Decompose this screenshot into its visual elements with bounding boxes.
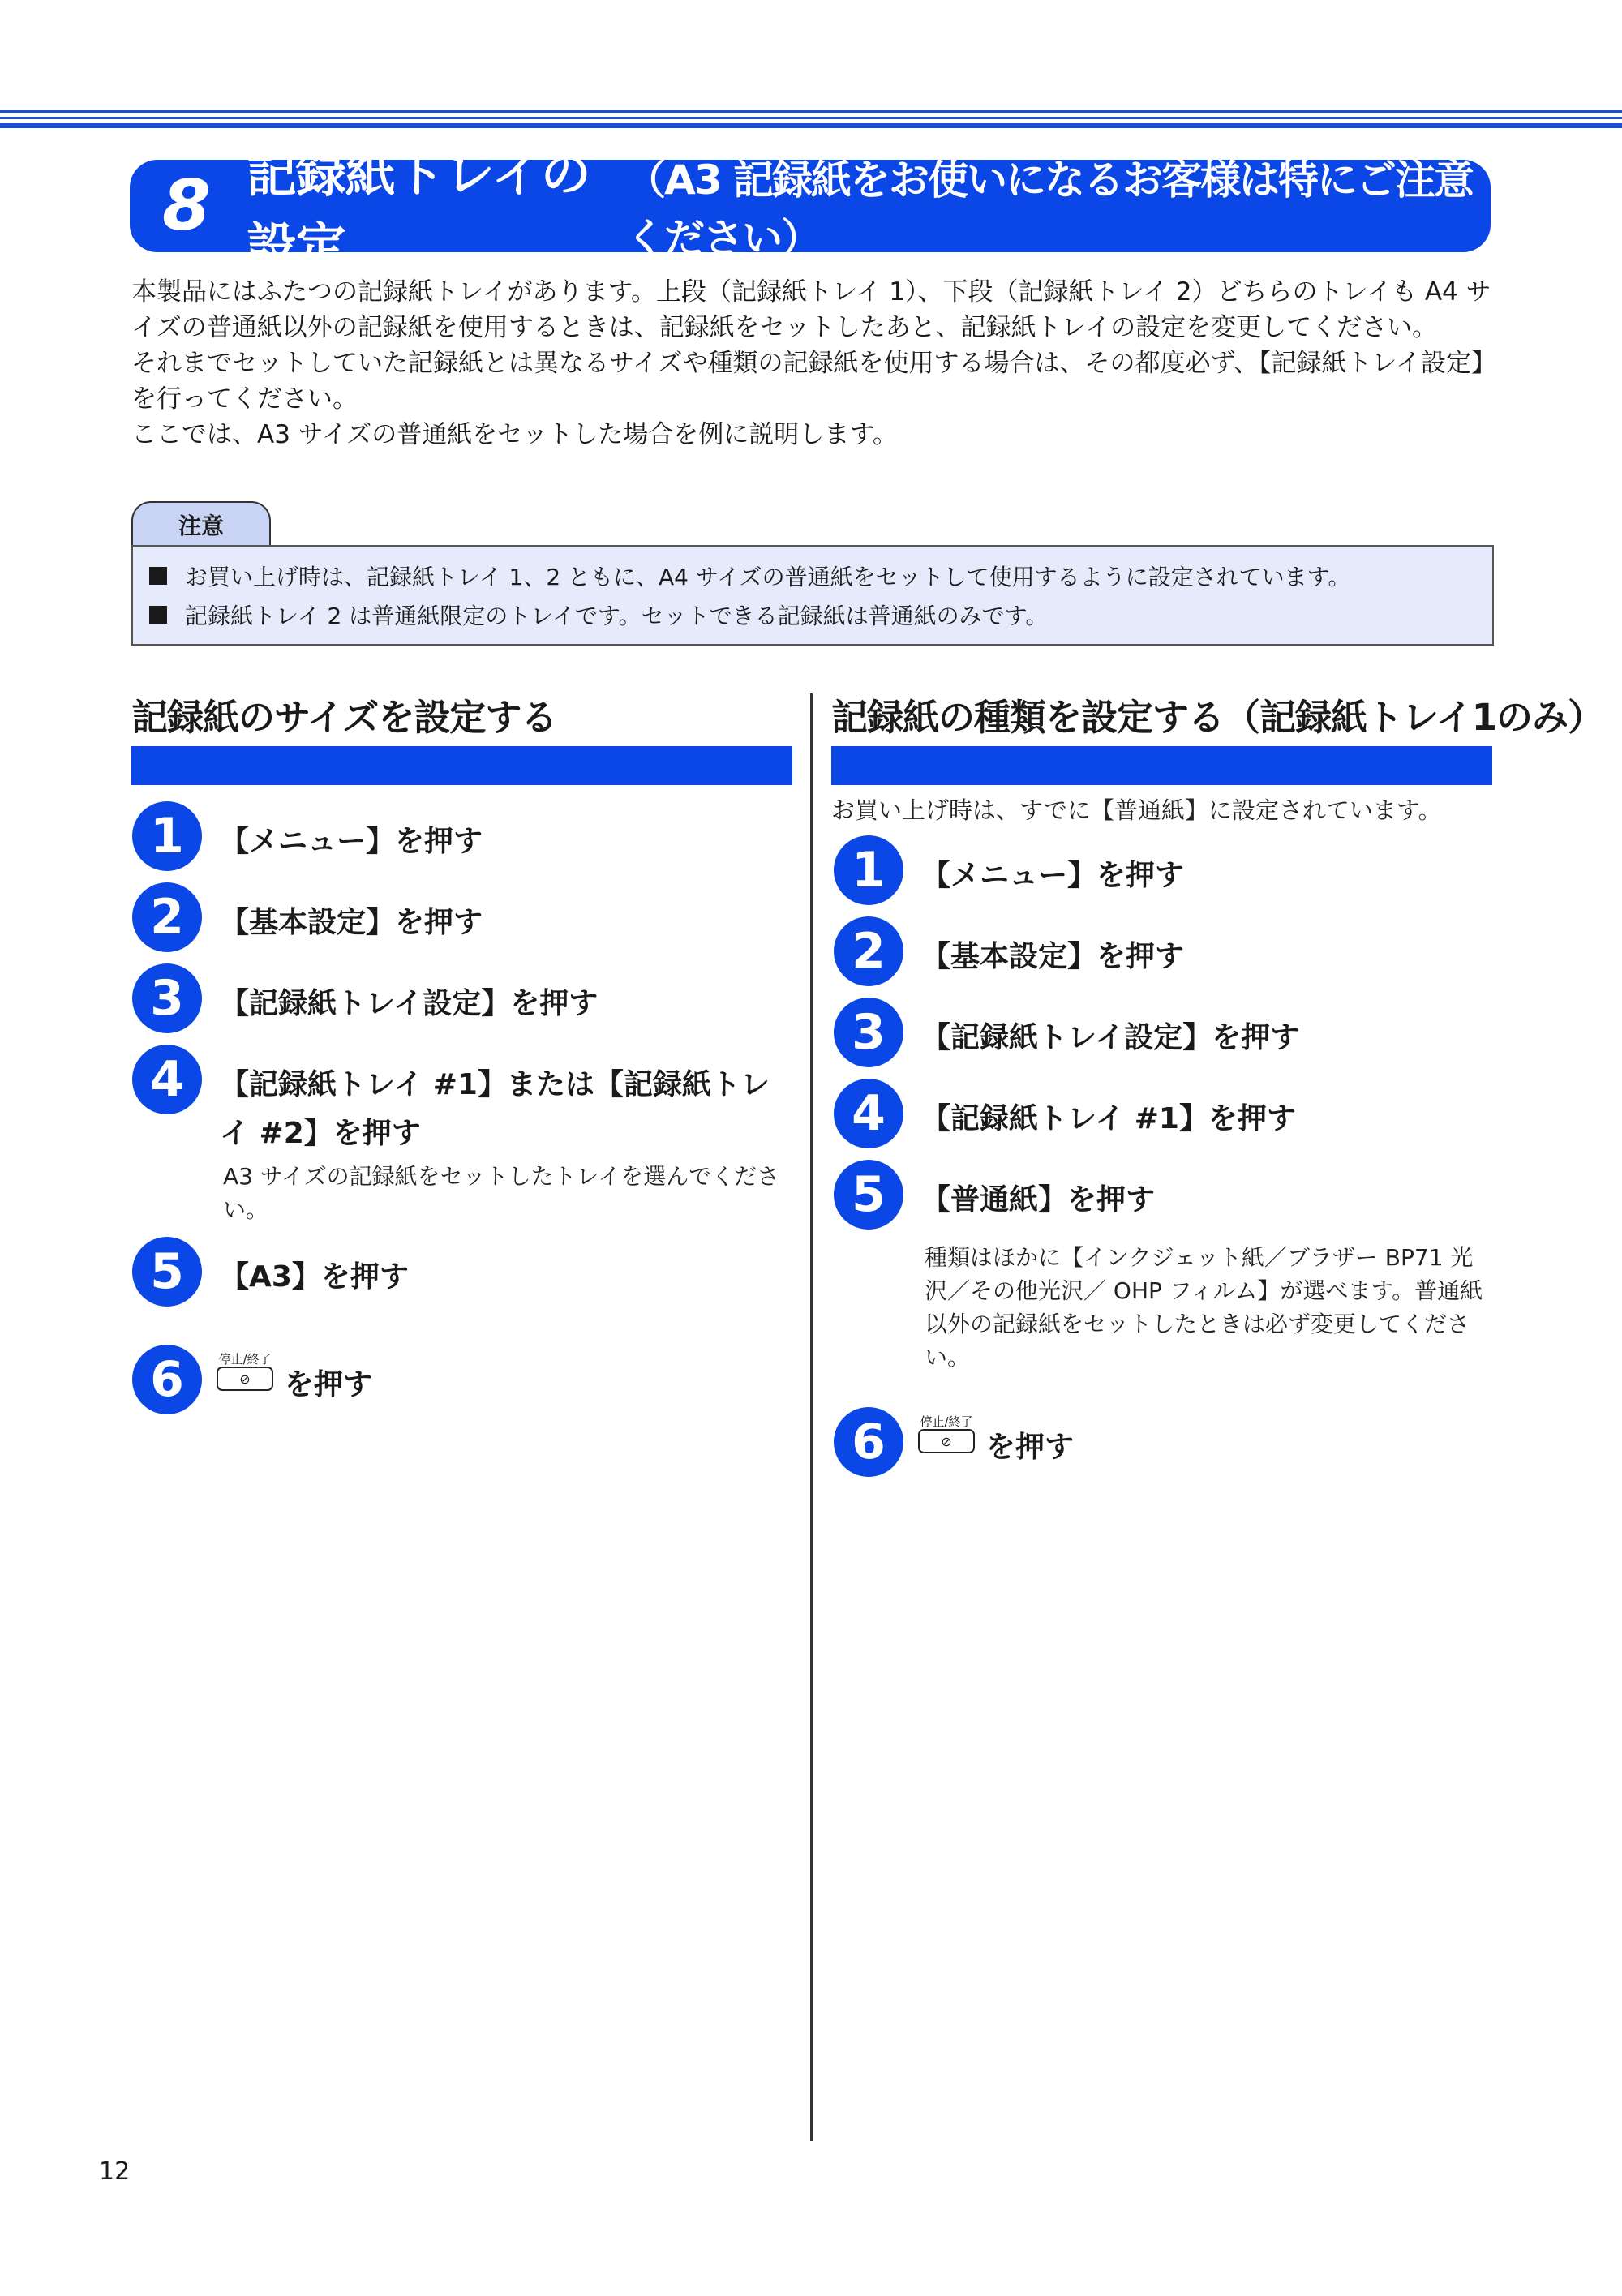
stop-key-caption: 停止/終了 <box>218 1352 272 1367</box>
step-number-badge: 2 <box>834 916 903 986</box>
section-title: 記録紙トレイの設定 <box>246 144 590 276</box>
right-section-bar <box>831 746 1492 785</box>
section-title-bar <box>130 144 1491 276</box>
step-number-badge: 1 <box>132 801 202 871</box>
step-label: 【メニュー】を押す <box>220 825 483 858</box>
step-number-badge: 3 <box>834 998 903 1067</box>
caution-item <box>149 595 1476 634</box>
right-step-4 <box>834 1079 1296 1148</box>
intro-paragraph: それまでセットしていた記録紙とは異なるサイズや種類の記録紙を使用する場合は、その都度必ず、【記録紙トレイ設定】を行ってください。 <box>131 349 1484 414</box>
right-section-intro: お買い上げ時は、すでに【普通紙】に設定されています。 <box>831 796 1442 824</box>
left-step-5 <box>132 1237 409 1307</box>
left-step-4 <box>132 1045 787 1158</box>
step-number-badge: 4 <box>834 1079 903 1148</box>
step-note: 種類はほかに【インクジェット紙／ブラザー BP71 光沢／その他光沢／ OHP フィルム】が選べます。普通紙以外の記録紙をセットしたときは必ず変更してください。 <box>925 1244 1483 1371</box>
step-number-badge: 5 <box>132 1237 202 1307</box>
left-step-1 <box>132 801 483 871</box>
left-step-6 <box>132 1345 372 1414</box>
column-divider <box>810 693 813 2141</box>
right-section-title: 記録紙の種類を設定する（記録紙トレイ1のみ） <box>831 696 1604 739</box>
step-label: 【記録紙トレイ #1】を押す <box>921 1102 1296 1135</box>
step-note: A3 サイズの記録紙をセットしたトレイを選んでください。 <box>223 1163 780 1223</box>
step-label: 【基本設定】を押す <box>220 906 483 939</box>
left-section-bar <box>131 746 792 785</box>
step-number-badge: 6 <box>132 1345 202 1414</box>
step-label: を押す <box>986 1431 1075 1464</box>
left-step-3 <box>132 963 598 1033</box>
stop-key-caption: 停止/終了 <box>920 1414 973 1429</box>
step-label: 【基本設定】を押す <box>921 940 1185 973</box>
step-number-badge: 4 <box>132 1045 202 1114</box>
caution-item <box>149 556 1476 595</box>
page-number: 12 <box>99 2157 131 2186</box>
right-step-1 <box>834 835 1184 905</box>
bullet-square-icon <box>149 567 167 585</box>
step-label: 【記録紙トレイ設定】を押す <box>921 1021 1300 1054</box>
left-section-title: 記録紙のサイズを設定する <box>131 696 557 739</box>
bullet-square-icon <box>149 606 167 624</box>
header-rule <box>0 110 1622 113</box>
step-label: 【メニュー】を押す <box>921 859 1185 892</box>
step-number-badge: 6 <box>834 1407 903 1477</box>
intro-paragraph: 本製品にはふたつの記録紙トレイがあります。上段（記録紙トレイ 1）、下段（記録紙トレイ 2）どちらのトレイも A4 サイズの普通紙以外の記録紙を使用するときは、記録紙をセットしたあと、記録紙トレイの設定を変更してください。 <box>131 277 1491 342</box>
left-step-2 <box>132 882 483 952</box>
header-rule <box>0 117 1622 119</box>
section-subtitle: （A3 記録紙をお使いになるお客様は特にご注意ください） <box>625 157 1474 262</box>
right-step-6 <box>834 1407 1074 1477</box>
header-rule <box>0 123 1622 128</box>
right-step-3 <box>834 998 1299 1067</box>
right-step-5 <box>834 1160 1155 1230</box>
stop-symbol-icon: ⊘ <box>217 1367 273 1391</box>
step-number-badge: 3 <box>132 963 202 1033</box>
caution-box <box>131 545 1494 646</box>
step-number-badge: 1 <box>834 835 903 905</box>
caution-item-text: お買い上げ時は、記録紙トレイ 1、2 ともに、A4 サイズの普通紙をセットして使用するように設定されています。 <box>185 564 1351 590</box>
step-label: 【記録紙トレイ #1】または【記録紙トレイ #2】を押す <box>220 1068 770 1150</box>
step-number-badge: 5 <box>834 1160 903 1230</box>
section-number: 8 <box>162 165 211 247</box>
right-step-2 <box>834 916 1184 986</box>
step-label: 【普通紙】を押す <box>921 1183 1156 1217</box>
step-label: を押す <box>285 1368 373 1401</box>
step-label: 【A3】を押す <box>220 1260 409 1294</box>
caution-item-text: 記録紙トレイ 2 は普通紙限定のトレイです。セットできる記録紙は普通紙のみです。 <box>185 603 1049 629</box>
stop-key-graphic <box>918 1415 975 1453</box>
stop-key-graphic <box>217 1353 273 1391</box>
intro-text <box>131 274 1494 453</box>
step-number-badge: 2 <box>132 882 202 952</box>
intro-paragraph: ここでは、A3 サイズの普通紙をセットした場合を例に説明します。 <box>131 420 898 449</box>
stop-symbol-icon: ⊘ <box>918 1429 975 1453</box>
caution-tab: 注意 <box>131 501 271 547</box>
step-label: 【記録紙トレイ設定】を押す <box>220 987 599 1020</box>
